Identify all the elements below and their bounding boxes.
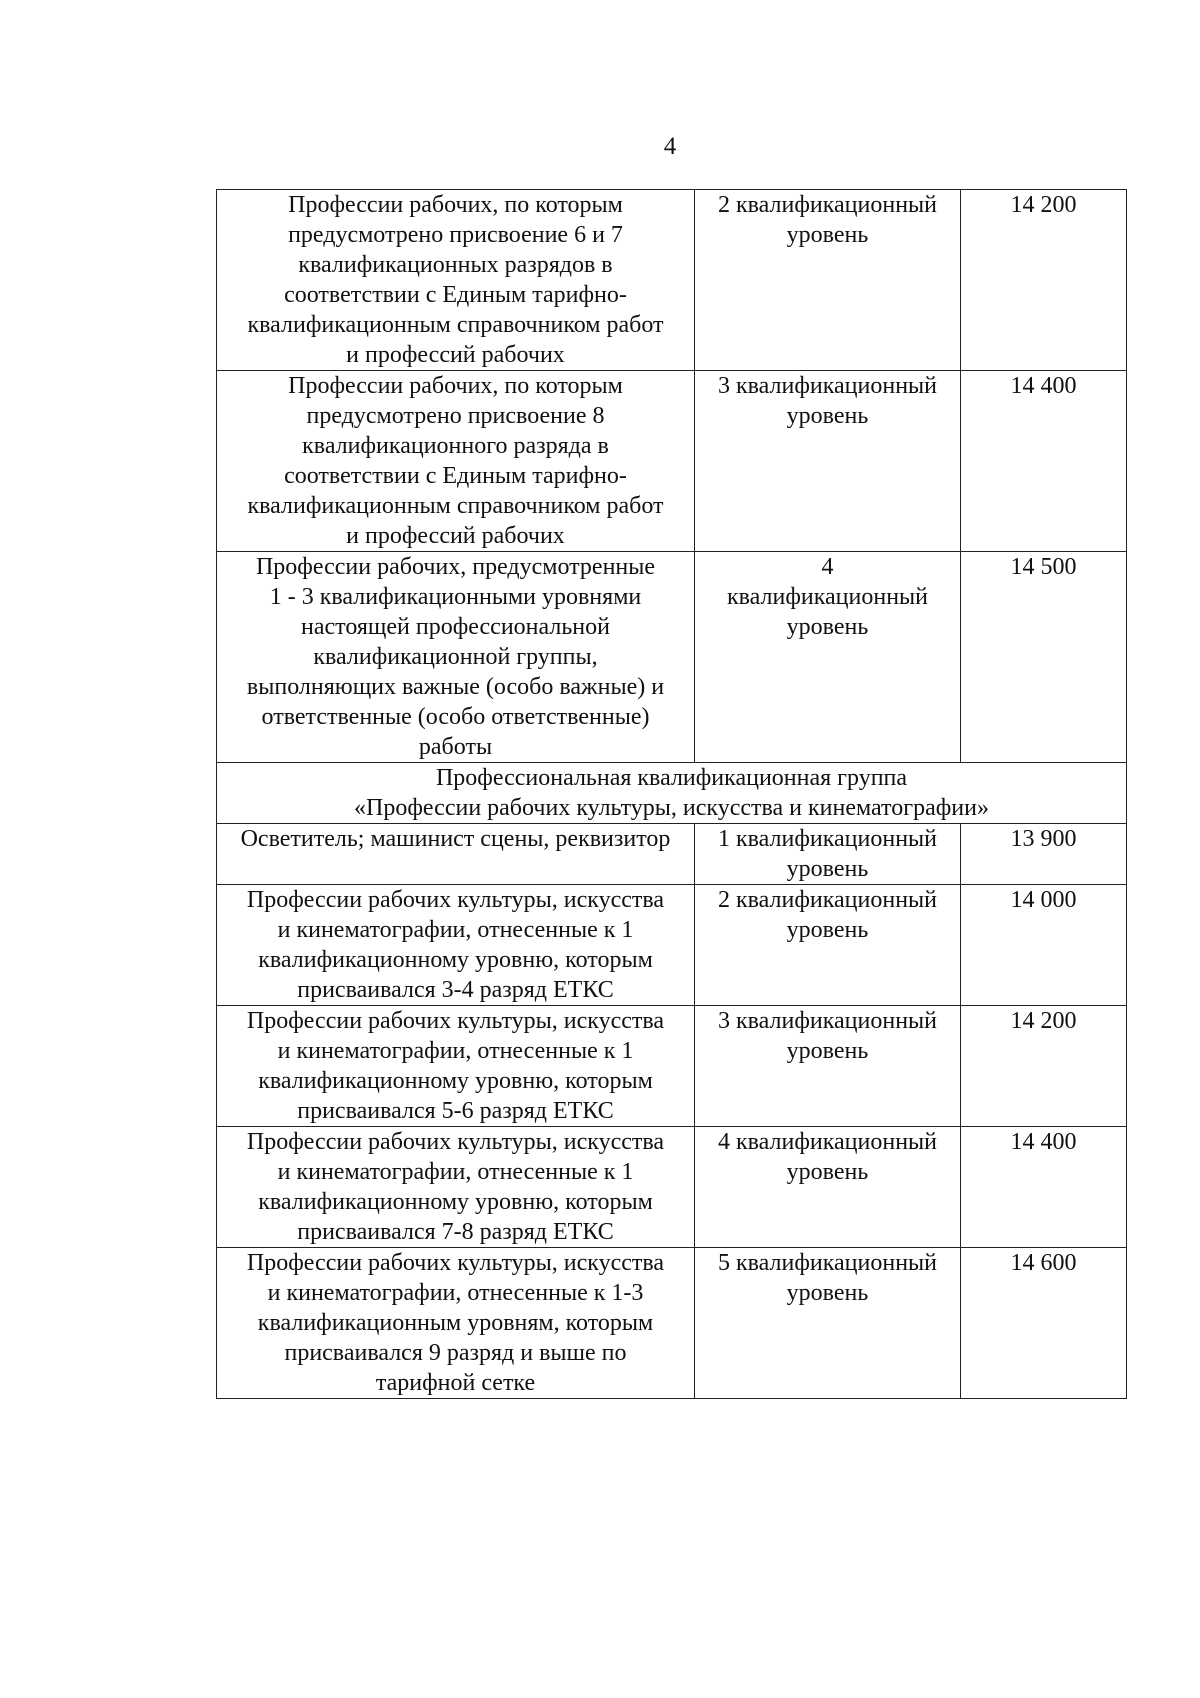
profession-cell: Осветитель; машинист сцены, реквизитор: [217, 824, 695, 885]
page-number: 4: [663, 133, 677, 160]
profession-cell: Профессии рабочих культуры, искусства и кинематографии, отнесенные к 1 квалификационному уровню, которым присваивался 5-6 разряд ЕТКС: [217, 1006, 695, 1127]
salary-cell: 14 000: [961, 885, 1127, 1006]
qualification-salary-table: [216, 189, 1127, 1399]
group-header: Профессиональная квалификационная группа «Профессии рабочих культуры, искусства и кинематографии»: [217, 763, 1127, 824]
table-row: [217, 824, 1127, 885]
qualification-level-cell: 1 квалификационный уровень: [695, 824, 961, 885]
profession-cell: Профессии рабочих, предусмотренные 1 - 3 квалификационными уровнями настоящей профессиональной квалификационной группы, выполняющих важные (особо важные) и ответственные (особо ответственные) работы: [217, 552, 695, 763]
table-row: [217, 885, 1127, 1006]
profession-cell: Профессии рабочих культуры, искусства и кинематографии, отнесенные к 1 квалификационному уровню, которым присваивался 3-4 разряд ЕТКС: [217, 885, 695, 1006]
salary-cell: 14 500: [961, 552, 1127, 763]
table-row: [217, 552, 1127, 763]
salary-cell: 14 600: [961, 1248, 1127, 1399]
table-row: [217, 1127, 1127, 1248]
salary-cell: 13 900: [961, 824, 1127, 885]
qualification-level-cell: 3 квалификационный уровень: [695, 371, 961, 552]
salary-cell: 14 400: [961, 371, 1127, 552]
qualification-level-cell: 2 квалификационный уровень: [695, 885, 961, 1006]
profession-cell: Профессии рабочих, по которым предусмотрено присвоение 6 и 7 квалификационных разрядов в соответствии с Единым тарифно- квалификационным справочником работ и профессий рабочих: [217, 190, 695, 371]
table-row: [217, 1248, 1127, 1399]
salary-cell: 14 200: [961, 1006, 1127, 1127]
group-header-row: [217, 763, 1127, 824]
table-row: [217, 190, 1127, 371]
table-row: [217, 371, 1127, 552]
profession-cell: Профессии рабочих культуры, искусства и кинематографии, отнесенные к 1 квалификационному уровню, которым присваивался 7-8 разряд ЕТКС: [217, 1127, 695, 1248]
qualification-level-cell: 5 квалификационный уровень: [695, 1248, 961, 1399]
qualification-level-cell: 2 квалификационный уровень: [695, 190, 961, 371]
profession-cell: Профессии рабочих, по которым предусмотрено присвоение 8 квалификационного разряда в соответствии с Единым тарифно- квалификационным справочником работ и профессий рабочих: [217, 371, 695, 552]
salary-cell: 14 200: [961, 190, 1127, 371]
table-row: [217, 1006, 1127, 1127]
qualification-level-cell: 4 квалификационный уровень: [695, 1127, 961, 1248]
profession-cell: Профессии рабочих культуры, искусства и кинематографии, отнесенные к 1-3 квалификационным уровням, которым присваивался 9 разряд и выше по тарифной сетке: [217, 1248, 695, 1399]
qualification-level-cell: 3 квалификационный уровень: [695, 1006, 961, 1127]
salary-cell: 14 400: [961, 1127, 1127, 1248]
qualification-level-cell: 4 квалификационный уровень: [695, 552, 961, 763]
